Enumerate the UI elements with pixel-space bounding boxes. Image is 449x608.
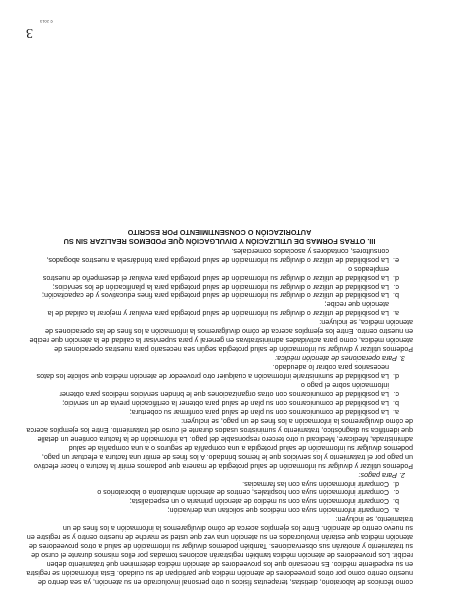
list-item-label: b. bbox=[393, 497, 399, 506]
list-item bbox=[26, 496, 413, 505]
list-item-text: La posibilidad de utilizar o divulgar su información de salud protegida para fines educativos y de capacitación; bbox=[42, 291, 389, 300]
list-item bbox=[26, 479, 413, 488]
list-item bbox=[26, 362, 413, 380]
list-item-label: a. bbox=[393, 506, 399, 515]
list-item-label: a. bbox=[393, 309, 399, 318]
list-item-label: c. bbox=[393, 282, 399, 291]
list-item bbox=[26, 488, 413, 497]
payments-heading: 2. Para pagos: bbox=[358, 470, 405, 479]
list-item-text: La posibilidad de comunicarnos con su plan de salud para confirmar su cobertura; bbox=[129, 407, 389, 416]
list-item bbox=[26, 300, 413, 318]
list-item-text: La posibilidad de comunicarnos con otras organizaciones que le brinden servicios médicos para obtener información sobre el pago o bbox=[59, 381, 389, 398]
list-item-label: b. bbox=[393, 291, 399, 300]
list-item-label: d. bbox=[393, 479, 399, 488]
treatment-list bbox=[26, 479, 413, 515]
list-item-text: La posibilidad de utilizar o divulgar su información de salud protegida para la planificación de los servicios; bbox=[52, 282, 389, 291]
list-item bbox=[26, 291, 413, 300]
list-item-label: b. bbox=[393, 398, 399, 407]
footer-code: © 2013 bbox=[40, 19, 53, 24]
list-item-text: La posibilidad de comunicarnos con su plan de salud para obtener la certificación previa de un servicio; bbox=[62, 398, 389, 407]
section-iii-title: III. OTRAS FORMAS DE UTILIZACIÓN Y DIVULGACIÓN QUE PODEMOS REALIZAR SIN SU AUTORIZACIÓN O CONSENTIMIENTO POR ESCRITO bbox=[63, 227, 376, 246]
page-footer bbox=[26, 18, 413, 42]
list-item bbox=[26, 505, 413, 514]
list-item-label: d. bbox=[393, 273, 399, 282]
list-item-label: e. bbox=[393, 255, 399, 264]
intro-paragraph: como técnicos de laboratorio, dietistas, terapeutas físicos u otro personal involucrado en su atención, ya sea dentro de nuestro centro como por otros proveedores de atención médica que participan de su cuidado. Esta información se registra en su expediente médico. Es necesario que los proveedores de atención médica determinen qué tratamiento deben recibir. Los proveedores de atención médica también registrarán acciones tomadas por ellos mismos durante el curso de su tratamiento y anotarán sus observaciones. También podemos divulgar su información de salud a otros proveedores de atención médica que estarán involucrados en su atención una vez que usted se marche de nuestro centro y se registre en su nuevo centro de atención. Entre los ejemplos acerca de cómo divulgaremos la información a los fines de un tratamiento, se incluyen: bbox=[26, 515, 413, 586]
list-item-text: Compartir información suya con su médico de atención primaria o un especialista; bbox=[129, 497, 389, 506]
list-item bbox=[26, 407, 413, 416]
list-item-label: c. bbox=[393, 389, 399, 398]
page-number: 3 bbox=[26, 25, 33, 40]
list-item-label: d. bbox=[393, 372, 399, 381]
list-item bbox=[26, 282, 413, 291]
list-item-text: La posibilidad de utilizar o divulgar su información de salud protegida para brindársela a nuestros abogados, consultores, contadores y asociados comerciales. bbox=[46, 246, 389, 264]
operations-paragraph: Podemos utilizar y divulgar su información de salud protegida según sea necesario para nuestras operaciones de atención médica, como para actividades administrativas en general y para supervisar la calidad de la atención que recibe en nuestro centro. Entre los ejemplos acerca de cómo divulgaremos la información a los fines de las operaciones de atención médica, se incluyen: bbox=[29, 318, 413, 354]
payments-list bbox=[26, 362, 413, 416]
list-item bbox=[26, 246, 413, 264]
list-item bbox=[26, 380, 413, 398]
list-item bbox=[26, 264, 413, 282]
list-item-text: Compartir información suya con hospitales, centros de atención ambulatoria o laboratorios o bbox=[97, 488, 389, 497]
list-item-text: La posibilidad de suministrarle información a cualquier otro proveedor de atención médica que solicite los datos necesarios para cobrar lo adeudado. bbox=[36, 363, 389, 381]
list-item-text: Compartir información suya con las farmacias. bbox=[242, 479, 389, 488]
operations-heading: 3. Para operaciones de atención médica: bbox=[275, 354, 405, 363]
list-item-label: c. bbox=[393, 488, 399, 497]
list-item-text: La posibilidad de utilizar o divulgar su información de salud protegida para evaluar y mejorar la calidad de la atención que recibe; bbox=[47, 300, 389, 318]
list-item-text: Compartir información suya con médicos que solicitan una derivación; bbox=[167, 506, 389, 515]
list-item-label: a. bbox=[393, 407, 399, 416]
list-item bbox=[26, 398, 413, 407]
list-item-text: La posibilidad de utilizar o divulgar su información de salud protegida para evaluar el desempeño de nuestros empleados o bbox=[42, 264, 389, 282]
payments-paragraph: Podemos utilizar y divulgar su información de salud protegida de manera que podamos emitir la factura o hacer efectivo un pago por el tratamiento y los servicios que le hemos brindado. A los fines de emitir una factura a efectuar un pago, podemos divulgar su información de salud protegida a una compañía de seguros o a una compañía de salud administrada, Medicare, Medicaid u otro tercero responsable del pago. La información de la factura contiene un detalle que identifica su diagnóstico, tratamiento y suministros usados durante el curso del tratamiento. Entre los ejemplos acerca de cómo divulgaremos la información a los fines de un pago, se incluyen: bbox=[26, 416, 413, 470]
operations-list bbox=[26, 246, 413, 318]
